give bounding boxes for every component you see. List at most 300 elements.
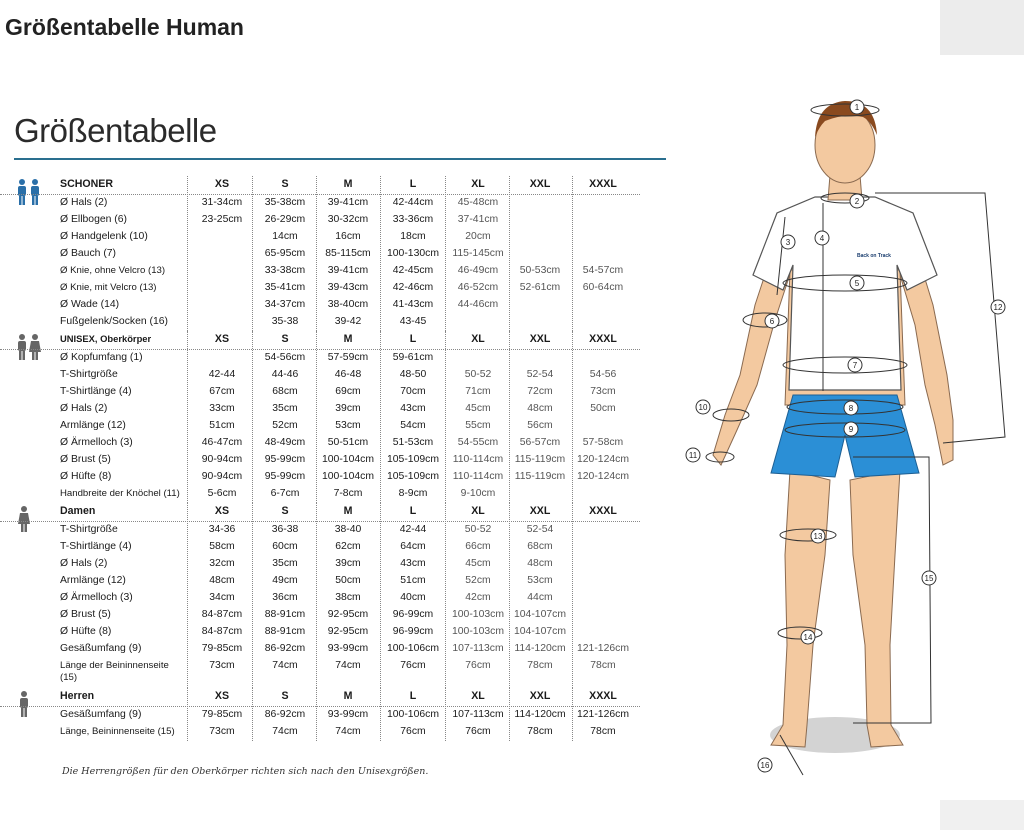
cell-value: 52-54 bbox=[526, 524, 554, 535]
table-row bbox=[0, 367, 640, 384]
row-label: Gesäßumfang (9) bbox=[60, 643, 142, 654]
row-label: Ø Handgelenk (10) bbox=[60, 231, 148, 242]
cell-value: 96-99cm bbox=[392, 609, 434, 620]
cell-value: 33-38cm bbox=[264, 265, 306, 276]
cell-value: 74cm bbox=[272, 660, 298, 671]
table-row bbox=[0, 658, 640, 688]
cell-value: 74cm bbox=[335, 726, 361, 737]
cell-value: 43cm bbox=[400, 558, 426, 569]
row-label: Gesäßumfang (9) bbox=[60, 709, 142, 720]
cell-value: 35cm bbox=[272, 403, 298, 414]
cell-value: 38-40 bbox=[334, 524, 362, 535]
size-header: XXXL bbox=[589, 333, 617, 345]
cell-value: 46-48 bbox=[334, 369, 362, 380]
row-label: Ø Knie, mit Velcro (13) bbox=[60, 282, 157, 293]
cell-value: 86-92cm bbox=[264, 643, 306, 654]
cell-value: 18cm bbox=[400, 231, 426, 242]
size-header: XS bbox=[214, 178, 230, 190]
table-row bbox=[0, 435, 640, 452]
cell-value: 42-44 bbox=[399, 524, 427, 535]
cell-value: 100-130cm bbox=[387, 248, 439, 259]
cell-value: 8-9cm bbox=[398, 488, 428, 499]
cell-value: 121-126cm bbox=[577, 643, 629, 654]
cell-value: 57-58cm bbox=[582, 437, 624, 448]
marker-number: 3 bbox=[785, 238, 791, 247]
cell-value: 93-99cm bbox=[327, 709, 369, 720]
column-separator bbox=[187, 331, 188, 503]
table-row bbox=[0, 263, 640, 280]
cell-value: 42-44cm bbox=[392, 197, 434, 208]
cell-value: 34cm bbox=[209, 592, 235, 603]
column-separator bbox=[252, 331, 253, 503]
section-schoner bbox=[0, 176, 640, 331]
table-row bbox=[0, 401, 640, 418]
cell-value: 33-36cm bbox=[392, 214, 434, 225]
cell-value: 95-99cm bbox=[264, 454, 306, 465]
section-title: Damen bbox=[60, 505, 96, 517]
column-separator bbox=[252, 503, 253, 688]
cell-value: 120-124cm bbox=[577, 454, 629, 465]
cell-value: 51cm bbox=[209, 420, 235, 431]
marker-number: 8 bbox=[848, 404, 854, 413]
cell-value: 41-43cm bbox=[392, 299, 434, 310]
column-separator bbox=[572, 331, 573, 503]
cell-value: 88-91cm bbox=[264, 626, 306, 637]
cell-value: 43cm bbox=[400, 403, 426, 414]
cell-value: 60-64cm bbox=[582, 282, 624, 293]
section-title: UNISEX, Oberkörper bbox=[60, 333, 152, 344]
row-label: Fußgelenk/Socken (16) bbox=[60, 316, 169, 327]
column-separator bbox=[572, 688, 573, 741]
marker-number: 4 bbox=[819, 234, 825, 243]
marker-number: 16 bbox=[760, 761, 770, 770]
marker-number: 14 bbox=[803, 633, 813, 642]
row-label: Ø Kopfumfang (1) bbox=[60, 352, 143, 363]
row-label: Handbreite der Knöchel (11) bbox=[60, 488, 180, 499]
side-panel-top bbox=[940, 0, 1024, 55]
size-header: S bbox=[281, 333, 289, 345]
table-row bbox=[0, 573, 640, 590]
size-header: XL bbox=[471, 178, 485, 190]
row-label: Länge der Beininnenseite (15) bbox=[60, 660, 169, 683]
cell-value: 31-34cm bbox=[201, 197, 243, 208]
size-header: S bbox=[281, 178, 289, 190]
body-figure bbox=[685, 85, 1015, 805]
table-row bbox=[0, 297, 640, 314]
cell-value: 48cm bbox=[527, 403, 553, 414]
row-label: Ø Ärmelloch (3) bbox=[60, 437, 133, 448]
cell-value: 76cm bbox=[465, 660, 491, 671]
size-header: L bbox=[409, 333, 417, 345]
cell-value: 36-38 bbox=[271, 524, 299, 535]
cell-value: 14cm bbox=[272, 231, 298, 242]
left-leg bbox=[771, 470, 830, 747]
cell-value: 44-46cm bbox=[457, 299, 499, 310]
cell-value: 72cm bbox=[527, 386, 553, 397]
size-header: XS bbox=[214, 333, 230, 345]
cell-value: 104-107cm bbox=[514, 609, 566, 620]
page-title: Größentabelle Human bbox=[5, 14, 244, 40]
marker-number: 12 bbox=[993, 303, 1003, 312]
cell-value: 33cm bbox=[209, 403, 235, 414]
cell-value: 67cm bbox=[209, 386, 235, 397]
table-row bbox=[0, 452, 640, 469]
row-label: Ø Hüfte (8) bbox=[60, 626, 112, 637]
row-label: Ø Ärmelloch (3) bbox=[60, 592, 133, 603]
cell-value: 74cm bbox=[335, 660, 361, 671]
size-header: M bbox=[343, 333, 353, 345]
cell-value: 92-95cm bbox=[327, 626, 369, 637]
size-table bbox=[0, 176, 640, 741]
table-row bbox=[0, 280, 640, 297]
cell-value: 93-99cm bbox=[327, 643, 369, 654]
cell-value: 9-10cm bbox=[460, 488, 496, 499]
cell-value: 54-56cm bbox=[264, 352, 306, 363]
cell-value: 42-44 bbox=[208, 369, 236, 380]
cell-value: 50-52 bbox=[464, 524, 492, 535]
cell-value: 68cm bbox=[272, 386, 298, 397]
size-header: L bbox=[409, 178, 417, 190]
cell-value: 84-87cm bbox=[201, 626, 243, 637]
cell-value: 35-38cm bbox=[264, 197, 306, 208]
cell-value: 39-41cm bbox=[327, 265, 369, 276]
cell-value: 56cm bbox=[527, 420, 553, 431]
cell-value: 104-107cm bbox=[514, 626, 566, 637]
row-label: T-Shirtgröße bbox=[60, 369, 118, 380]
row-label: T-Shirtlänge (4) bbox=[60, 386, 132, 397]
cell-value: 52-61cm bbox=[519, 282, 561, 293]
cell-value: 55cm bbox=[465, 420, 491, 431]
cell-value: 7-8cm bbox=[333, 488, 363, 499]
size-header: XXXL bbox=[589, 690, 617, 702]
cell-value: 26-29cm bbox=[264, 214, 306, 225]
cell-value: 34-36 bbox=[208, 524, 236, 535]
row-label: T-Shirtgröße bbox=[60, 524, 118, 535]
cell-value: 16cm bbox=[335, 231, 361, 242]
size-header: XXL bbox=[529, 333, 551, 345]
table-row bbox=[0, 195, 640, 212]
cell-value: 73cm bbox=[590, 386, 616, 397]
cell-value: 115-119cm bbox=[514, 471, 566, 482]
cell-value: 49cm bbox=[272, 575, 298, 586]
cell-value: 76cm bbox=[400, 726, 426, 737]
cell-value: 42cm bbox=[465, 592, 491, 603]
shirt-logo: Back on Track bbox=[857, 253, 891, 259]
cell-value: 48cm bbox=[209, 575, 235, 586]
size-header: XL bbox=[471, 505, 485, 517]
cell-value: 78cm bbox=[527, 660, 553, 671]
cell-value: 51-53cm bbox=[392, 437, 434, 448]
cell-value: 34-37cm bbox=[264, 299, 306, 310]
cell-value: 100-106cm bbox=[387, 709, 439, 720]
column-separator bbox=[509, 331, 510, 503]
cell-value: 90-94cm bbox=[201, 471, 243, 482]
cell-value: 60cm bbox=[272, 541, 298, 552]
cell-value: 38-40cm bbox=[327, 299, 369, 310]
column-separator bbox=[380, 688, 381, 741]
size-header: XL bbox=[471, 690, 485, 702]
cell-value: 96-99cm bbox=[392, 626, 434, 637]
table-row bbox=[0, 486, 640, 503]
cell-value: 100-103cm bbox=[452, 609, 504, 620]
marker-number: 6 bbox=[769, 317, 775, 326]
table-row bbox=[0, 707, 640, 724]
cell-value: 105-109cm bbox=[387, 454, 439, 465]
row-label: Ø Hals (2) bbox=[60, 558, 108, 569]
right-leg bbox=[850, 470, 903, 747]
cell-value: 45cm bbox=[465, 403, 491, 414]
section-unisex bbox=[0, 331, 640, 503]
cell-value: 64cm bbox=[400, 541, 426, 552]
cell-value: 92-95cm bbox=[327, 609, 369, 620]
cell-value: 54-55cm bbox=[457, 437, 499, 448]
cell-value: 110-114cm bbox=[452, 471, 504, 482]
row-label: Länge, Beininnenseite (15) bbox=[60, 726, 175, 737]
row-label: Ø Hals (2) bbox=[60, 197, 108, 208]
cell-value: 54-56 bbox=[589, 369, 617, 380]
table-row bbox=[0, 229, 640, 246]
size-header: XXXL bbox=[589, 505, 617, 517]
cell-value: 85-115cm bbox=[325, 248, 371, 259]
row-label: Armlänge (12) bbox=[60, 420, 126, 431]
cell-value: 52cm bbox=[272, 420, 298, 431]
table-header-row bbox=[0, 503, 640, 522]
cell-value: 100-106cm bbox=[387, 643, 439, 654]
cell-value: 42-45cm bbox=[392, 265, 434, 276]
cell-value: 115-119cm bbox=[514, 454, 566, 465]
cell-value: 40cm bbox=[400, 592, 426, 603]
column-separator bbox=[380, 331, 381, 503]
size-header: XXXL bbox=[589, 178, 617, 190]
row-label: Ø Wade (14) bbox=[60, 299, 120, 310]
marker-number: 1 bbox=[854, 103, 860, 112]
cell-value: 69cm bbox=[335, 386, 361, 397]
size-header: XS bbox=[214, 505, 230, 517]
cell-value: 39-43cm bbox=[327, 282, 369, 293]
cell-value: 46-52cm bbox=[457, 282, 499, 293]
table-row bbox=[0, 384, 640, 401]
cell-value: 58cm bbox=[209, 541, 235, 552]
row-label: Ø Hüfte (8) bbox=[60, 471, 112, 482]
cell-value: 35cm bbox=[272, 558, 298, 569]
column-separator bbox=[380, 503, 381, 688]
size-header: L bbox=[409, 505, 417, 517]
cell-value: 79-85cm bbox=[201, 643, 243, 654]
marker-number: 9 bbox=[848, 425, 854, 434]
section-title: Herren bbox=[60, 690, 95, 702]
column-separator bbox=[252, 688, 253, 741]
table-row bbox=[0, 724, 640, 741]
cell-value: 52cm bbox=[465, 575, 491, 586]
cell-value: 100-103cm bbox=[452, 626, 504, 637]
cell-value: 20cm bbox=[465, 231, 491, 242]
size-header: XXL bbox=[529, 505, 551, 517]
table-row bbox=[0, 539, 640, 556]
cell-value: 70cm bbox=[400, 386, 426, 397]
cell-value: 100-104cm bbox=[322, 471, 374, 482]
cell-value: 48-49cm bbox=[264, 437, 306, 448]
cell-value: 73cm bbox=[209, 726, 235, 737]
size-header: XXL bbox=[529, 690, 551, 702]
column-separator bbox=[316, 688, 317, 741]
cell-value: 39cm bbox=[335, 403, 361, 414]
size-header: XS bbox=[214, 690, 230, 702]
size-header: XXL bbox=[529, 178, 551, 190]
row-label: T-Shirtlänge (4) bbox=[60, 541, 132, 552]
cell-value: 78cm bbox=[590, 726, 616, 737]
column-separator bbox=[187, 503, 188, 688]
cell-value: 88-91cm bbox=[264, 609, 306, 620]
row-label: Ø Brust (5) bbox=[60, 454, 111, 465]
cell-value: 78cm bbox=[527, 726, 553, 737]
row-label: Ø Brust (5) bbox=[60, 609, 111, 620]
table-header-row bbox=[0, 688, 640, 707]
cell-value: 78cm bbox=[590, 660, 616, 671]
table-row bbox=[0, 246, 640, 263]
table-row bbox=[0, 641, 640, 658]
cell-value: 30-32cm bbox=[327, 214, 369, 225]
cell-value: 39-41cm bbox=[327, 197, 369, 208]
cell-value: 110-114cm bbox=[452, 454, 504, 465]
row-label: Ø Bauch (7) bbox=[60, 248, 117, 259]
cell-value: 53cm bbox=[527, 575, 553, 586]
table-row bbox=[0, 212, 640, 229]
table-row bbox=[0, 469, 640, 486]
cell-value: 76cm bbox=[465, 726, 491, 737]
cell-value: 100-104cm bbox=[322, 454, 374, 465]
table-row bbox=[0, 314, 640, 331]
cell-value: 65-95cm bbox=[264, 248, 306, 259]
row-label: Ø Hals (2) bbox=[60, 403, 108, 414]
cell-value: 50-52 bbox=[464, 369, 492, 380]
size-header: M bbox=[343, 690, 353, 702]
cell-value: 39-42 bbox=[334, 316, 362, 327]
cell-value: 48cm bbox=[527, 558, 553, 569]
column-separator bbox=[509, 503, 510, 688]
cell-value: 50-51cm bbox=[327, 437, 369, 448]
cell-value: 59-61cm bbox=[392, 352, 434, 363]
cell-value: 50-53cm bbox=[519, 265, 561, 276]
marker-number: 11 bbox=[688, 451, 698, 460]
cell-value: 107-113cm bbox=[452, 709, 504, 720]
cell-value: 39cm bbox=[335, 558, 361, 569]
cell-value: 44cm bbox=[527, 592, 553, 603]
marker-number: 7 bbox=[852, 361, 858, 370]
column-separator bbox=[316, 331, 317, 503]
section-damen bbox=[0, 503, 640, 688]
cell-value: 51cm bbox=[400, 575, 426, 586]
cell-value: 46-49cm bbox=[457, 265, 499, 276]
column-separator bbox=[572, 503, 573, 688]
column-separator bbox=[572, 176, 573, 331]
cell-value: 36cm bbox=[272, 592, 298, 603]
column-separator bbox=[509, 176, 510, 331]
cell-value: 114-120cm bbox=[514, 643, 566, 654]
column-separator bbox=[445, 176, 446, 331]
cell-value: 42-46cm bbox=[392, 282, 434, 293]
cell-value: 79-85cm bbox=[201, 709, 243, 720]
size-header: S bbox=[281, 690, 289, 702]
cell-value: 76cm bbox=[400, 660, 426, 671]
cell-value: 52-54 bbox=[526, 369, 554, 380]
cell-value: 6-7cm bbox=[270, 488, 300, 499]
cell-value: 53cm bbox=[335, 420, 361, 431]
title-rule bbox=[14, 158, 666, 160]
table-row bbox=[0, 607, 640, 624]
section-title: SCHONER bbox=[60, 178, 113, 190]
cell-value: 50cm bbox=[335, 575, 361, 586]
cell-value: 86-92cm bbox=[264, 709, 306, 720]
size-header: S bbox=[281, 505, 289, 517]
cell-value: 95-99cm bbox=[264, 471, 306, 482]
cell-value: 73cm bbox=[209, 660, 235, 671]
column-separator bbox=[187, 688, 188, 741]
cell-value: 5-6cm bbox=[207, 488, 237, 499]
cell-value: 56-57cm bbox=[519, 437, 561, 448]
cell-value: 45-48cm bbox=[457, 197, 499, 208]
row-label: Ø Ellbogen (6) bbox=[60, 214, 127, 225]
cell-value: 38cm bbox=[335, 592, 361, 603]
cell-value: 48-50 bbox=[399, 369, 427, 380]
cell-value: 74cm bbox=[272, 726, 298, 737]
cell-value: 62cm bbox=[335, 541, 361, 552]
size-header: XL bbox=[471, 333, 485, 345]
cell-value: 68cm bbox=[527, 541, 553, 552]
table-row bbox=[0, 624, 640, 641]
footnote: Die Herrengrößen für den Oberkörper richten sich nach den Unisexgrößen. bbox=[62, 766, 429, 777]
cell-value: 50cm bbox=[590, 403, 616, 414]
table-row bbox=[0, 350, 640, 367]
cell-value: 45cm bbox=[465, 558, 491, 569]
column-separator bbox=[445, 688, 446, 741]
row-label: Ø Knie, ohne Velcro (13) bbox=[60, 265, 166, 276]
cell-value: 90-94cm bbox=[201, 454, 243, 465]
column-separator bbox=[380, 176, 381, 331]
cell-value: 23-25cm bbox=[201, 214, 243, 225]
size-header: M bbox=[343, 505, 353, 517]
cell-value: 46-47cm bbox=[201, 437, 243, 448]
column-separator bbox=[316, 503, 317, 688]
table-header-row bbox=[0, 176, 640, 195]
size-header: L bbox=[409, 690, 417, 702]
cell-value: 35-38 bbox=[271, 316, 299, 327]
cell-value: 44-46 bbox=[271, 369, 299, 380]
cell-value: 66cm bbox=[465, 541, 491, 552]
marker-number: 15 bbox=[924, 574, 934, 583]
section-herren bbox=[0, 688, 640, 741]
marker-number: 13 bbox=[813, 532, 823, 541]
table-header-row bbox=[0, 331, 640, 350]
table-row bbox=[0, 556, 640, 573]
cell-value: 35-41cm bbox=[264, 282, 306, 293]
cell-value: 120-124cm bbox=[577, 471, 629, 482]
cell-value: 54-57cm bbox=[582, 265, 624, 276]
cell-value: 71cm bbox=[465, 386, 491, 397]
column-separator bbox=[252, 176, 253, 331]
marker-number: 2 bbox=[854, 197, 860, 206]
cell-value: 54cm bbox=[400, 420, 426, 431]
column-separator bbox=[187, 176, 188, 331]
column-separator bbox=[316, 176, 317, 331]
cell-value: 32cm bbox=[209, 558, 235, 569]
row-label: Armlänge (12) bbox=[60, 575, 126, 586]
table-row bbox=[0, 590, 640, 607]
column-separator bbox=[445, 503, 446, 688]
size-header: M bbox=[343, 178, 353, 190]
column-separator bbox=[509, 688, 510, 741]
cell-value: 43-45 bbox=[399, 316, 427, 327]
table-row bbox=[0, 522, 640, 539]
